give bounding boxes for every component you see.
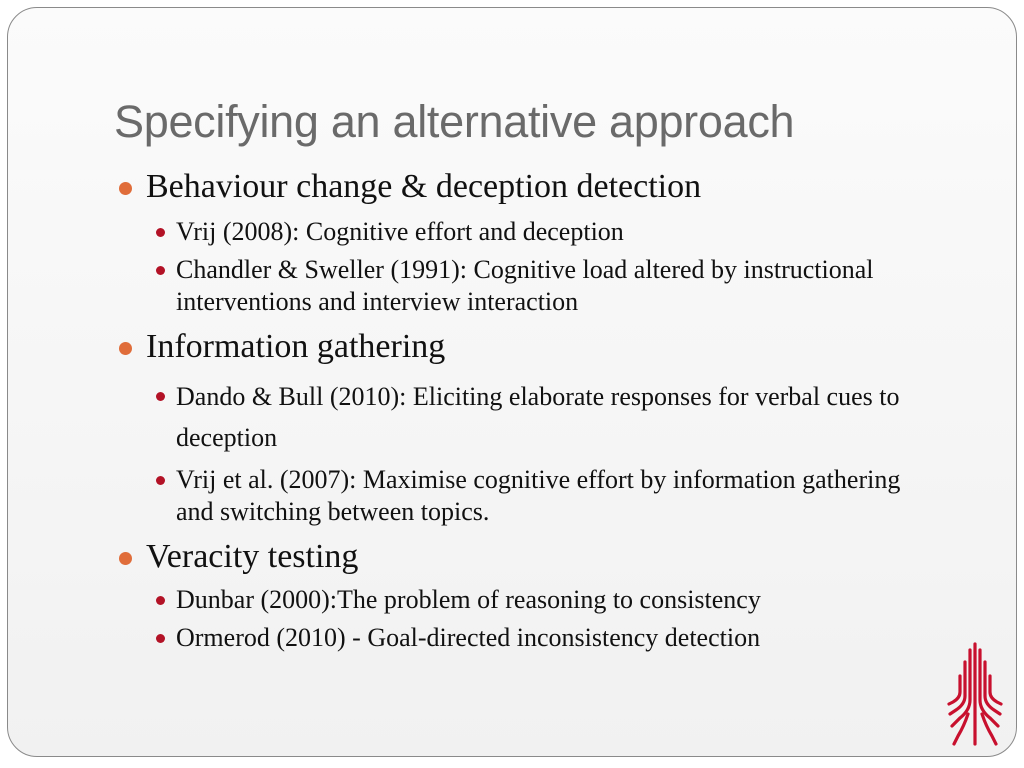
sub-bullet-text: Vrij (2008): Cognitive effort and deception	[176, 217, 624, 246]
bullet-dot-icon	[119, 552, 132, 565]
university-logo-icon	[946, 640, 1004, 748]
bullet-level-2	[146, 622, 944, 654]
sub-bullet-dot-icon	[156, 392, 165, 401]
sub-bullet-text: Chandler & Sweller (1991): Cognitive load altered by instructional interventions and interview interaction	[176, 255, 874, 316]
bullet-level-2	[146, 216, 944, 248]
bullet-text: Information gathering	[146, 328, 446, 365]
slide-content	[114, 168, 944, 654]
bullet-dot-icon	[119, 182, 132, 195]
sub-bullet-dot-icon	[156, 228, 165, 237]
slide	[7, 7, 1017, 757]
sub-bullet-dot-icon	[156, 596, 165, 605]
sub-bullet-text: Dunbar (2000):The problem of reasoning to consistency	[176, 585, 761, 614]
bullet-dot-icon	[119, 342, 132, 355]
bullet-level-2	[146, 254, 944, 318]
bullet-level-2	[146, 584, 944, 616]
bullet-text: Behaviour change & deception detection	[146, 168, 702, 205]
sub-bullet-text: Vrij et al. (2007): Maximise cognitive effort by information gathering and switching between topics.	[176, 465, 901, 526]
sub-bullet-dot-icon	[156, 476, 165, 485]
sub-bullet-text: Dando & Bull (2010): Eliciting elaborate responses for verbal cues to deception	[176, 382, 900, 452]
sub-bullet-dot-icon	[156, 634, 165, 643]
sub-bullet-text: Ormerod (2010) - Goal-directed inconsistency detection	[176, 623, 761, 652]
sub-bullet-dot-icon	[156, 266, 165, 275]
bullet-level-1	[114, 328, 944, 366]
bullet-level-2	[146, 376, 944, 458]
bullet-level-2	[146, 464, 944, 528]
bullet-level-1	[114, 168, 944, 206]
slide-title: Specifying an alternative approach	[114, 96, 795, 147]
bullet-level-1	[114, 538, 944, 576]
bullet-text: Veracity testing	[146, 538, 359, 575]
